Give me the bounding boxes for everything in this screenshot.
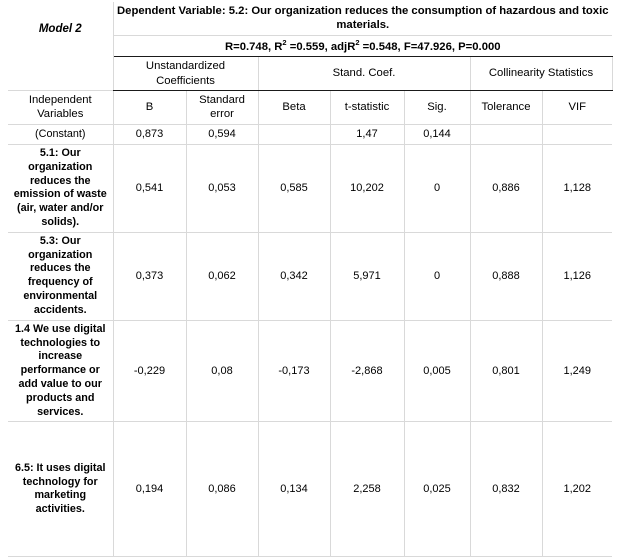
cell-sig: 0,005 bbox=[404, 320, 470, 422]
cell-vif: 1,202 bbox=[542, 422, 612, 557]
fit-statistics-prefix: R=0.748, R bbox=[224, 40, 283, 53]
cell-sig: 0,144 bbox=[404, 124, 470, 144]
column-header-beta: Beta bbox=[258, 91, 330, 125]
cell-b: 0,373 bbox=[113, 232, 186, 320]
cell-b: 0,873 bbox=[113, 124, 186, 144]
fit-statistics bbox=[113, 35, 612, 56]
table-row bbox=[8, 144, 612, 232]
header-row-dependent-variable bbox=[8, 2, 612, 35]
model-label: Model 2 bbox=[8, 2, 113, 57]
cell-sig: 0 bbox=[404, 232, 470, 320]
cell-sig: 0,025 bbox=[404, 422, 470, 557]
cell-b: -0,229 bbox=[113, 320, 186, 422]
header-row-columns bbox=[8, 91, 612, 125]
cell-vif: 1,126 bbox=[542, 232, 612, 320]
column-header-standard-error: Standard error bbox=[186, 91, 258, 125]
cell-t-statistic: -2,868 bbox=[330, 320, 404, 422]
table-row bbox=[8, 422, 612, 557]
cell-beta: 0,585 bbox=[258, 144, 330, 232]
group-header-collinearity: Collinearity Statistics bbox=[470, 57, 612, 91]
fit-statistics-tail: =0.548, F=47.926, P=0.000 bbox=[359, 40, 501, 53]
cell-t-statistic: 2,258 bbox=[330, 422, 404, 557]
group-header-unstandardized: Unstandardized Coefficients bbox=[113, 57, 258, 91]
cell-standard-error: 0,053 bbox=[186, 144, 258, 232]
column-header-vif: VIF bbox=[542, 91, 612, 125]
cell-vif: 1,249 bbox=[542, 320, 612, 422]
column-header-t-statistic: t-statistic bbox=[330, 91, 404, 125]
cell-b: 0,541 bbox=[113, 144, 186, 232]
row-label-1-4: 1.4 We use digital technologies to increase performance or add value to our products and services. bbox=[8, 320, 113, 422]
cell-t-statistic: 10,202 bbox=[330, 144, 404, 232]
column-header-b: B bbox=[113, 91, 186, 125]
cell-beta: 0,342 bbox=[258, 232, 330, 320]
fit-statistics-sup-2: 2 bbox=[355, 37, 360, 47]
cell-standard-error: 0,08 bbox=[186, 320, 258, 422]
row-label-5-3: 5.3: Our organization reduces the frequency of environmental accidents. bbox=[8, 232, 113, 320]
cell-beta: -0,173 bbox=[258, 320, 330, 422]
column-header-tolerance: Tolerance bbox=[470, 91, 542, 125]
cell-sig: 0 bbox=[404, 144, 470, 232]
row-label-6-5: 6.5: It uses digital technology for marketing activities. bbox=[8, 422, 113, 557]
cell-tolerance: 0,832 bbox=[470, 422, 542, 557]
cell-tolerance: 0,886 bbox=[470, 144, 542, 232]
column-header-sig: Sig. bbox=[404, 91, 470, 125]
cell-beta: 0,134 bbox=[258, 422, 330, 557]
regression-table-container bbox=[8, 2, 612, 517]
cell-vif: 1,128 bbox=[542, 144, 612, 232]
row-label-constant: (Constant) bbox=[8, 124, 113, 144]
dependent-variable-label: Dependent Variable: 5.2: Our organization reduces the consumption of hazardous and toxic materials. bbox=[113, 2, 612, 35]
cell-tolerance: 0,888 bbox=[470, 232, 542, 320]
fit-statistics-sup-1: 2 bbox=[282, 37, 287, 47]
cell-t-statistic: 5,971 bbox=[330, 232, 404, 320]
row-label-5-1: 5.1: Our organization reduces the emission of waste (air, water and/or solids). bbox=[8, 144, 113, 232]
cell-beta bbox=[258, 124, 330, 144]
table-row bbox=[8, 320, 612, 422]
header-spacer bbox=[8, 57, 113, 91]
cell-b: 0,194 bbox=[113, 422, 186, 557]
table-row bbox=[8, 232, 612, 320]
cell-standard-error: 0,062 bbox=[186, 232, 258, 320]
cell-standard-error: 0,086 bbox=[186, 422, 258, 557]
regression-table bbox=[8, 2, 613, 557]
group-header-standardized: Stand. Coef. bbox=[258, 57, 470, 91]
cell-standard-error: 0,594 bbox=[186, 124, 258, 144]
cell-vif bbox=[542, 124, 612, 144]
cell-tolerance: 0,801 bbox=[470, 320, 542, 422]
cell-t-statistic: 1,47 bbox=[330, 124, 404, 144]
cell-tolerance bbox=[470, 124, 542, 144]
column-header-independent-variables: Independent Variables bbox=[8, 91, 113, 125]
fit-statistics-mid: =0.559, adjR bbox=[286, 40, 356, 53]
table-row bbox=[8, 124, 612, 144]
header-row-column-groups bbox=[8, 57, 612, 91]
